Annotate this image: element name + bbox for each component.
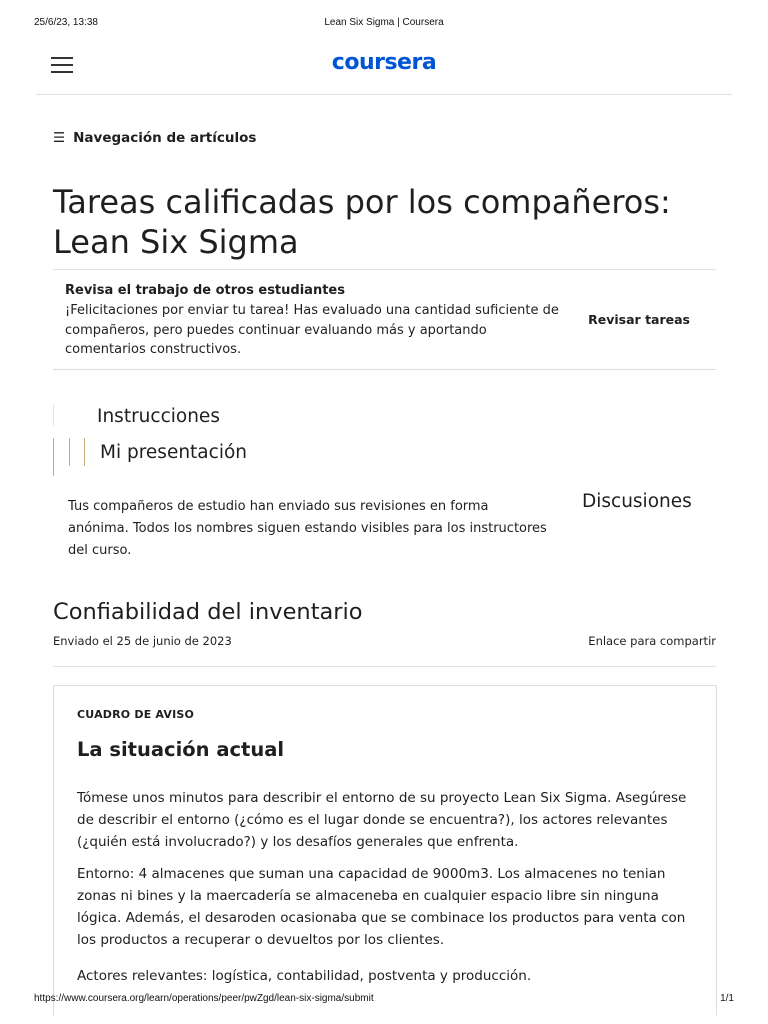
anonymity-notice: Tus compañeros de estudio han enviado sus revisiones en forma anónima. Todos los nombres siguen estando visibles para los instructores del curso. [68,499,547,558]
article-navigation-label: Navegación de artículos [73,130,257,146]
notice-paragraph: Tómese unos minutos para describir el entorno de su proyecto Lean Six Sigma. Asegúrese de describir el entorno (¿cómo es el lugar donde se encuentra?), los actores relevantes (¿quién está involucrado?) y los desafíos generales que enfrenta. [77,790,687,850]
page-title [53,182,733,262]
submission-date: Enviado el 25 de junio de 2023 [53,634,232,648]
coursera-logo[interactable]: coursera [331,50,437,75]
review-assignments-button[interactable]: Revisar tareas [588,312,690,327]
review-banner-title: Revisa el trabajo de otros estudiantes [65,283,345,298]
page-title-line-2: Lean Six Sigma [53,223,299,261]
share-link[interactable]: Enlace para compartir [588,634,716,648]
print-header [0,17,768,31]
tab-discussions[interactable]: Discusiones [582,491,692,512]
review-peers-banner [53,269,716,370]
tab-my-submission[interactable]: Mi presentación [100,442,247,463]
review-banner-text: ¡Felicitaciones por enviar tu tarea! Has evaluado una cantidad suficiente de compañeros, pero puedes continuar evaluando más y aportando comentarios constructivos. [65,303,559,357]
section-divider [53,666,716,667]
assignment-tabs [53,404,353,478]
notice-box-heading: La situación actual [77,738,285,761]
tab-indicator-2 [69,438,70,466]
tab-indicator-3 [84,438,85,466]
print-datetime: 25/6/23, 13:38 [34,17,98,28]
print-page-count: 1/1 [720,993,734,1004]
menu-icon: ☰ [53,130,66,146]
notice-paragraph: Actores relevantes: logística, contabilidad, postventa y producción. [77,968,532,984]
tab-indicator-1 [53,438,54,476]
notice-paragraph: Entorno: 4 almacenes que suman una capacidad de 9000m3. Los almacenes no tenian zonas ni bines y la maercadería se almaceneba en cualquier espacio libre sin ninguna lógica. Además, el desaroden ocasionaba que se combinace los productos para venta con los productos a recuperar o devueltos por los clientes. [77,866,686,948]
top-navigation-bar [36,40,732,95]
print-footer [0,993,768,1007]
print-url: https://www.coursera.org/learn/operations/peer/pwZgd/lean-six-sigma/submit [34,993,374,1004]
notice-box-label: CUADRO DE AVISO [77,708,195,721]
submission-title: Confiabilidad del inventario [53,599,363,625]
tab-instructions[interactable]: Instrucciones [97,406,220,427]
tab-divider-top [53,404,54,426]
notice-box [53,685,717,1016]
article-navigation-toggle[interactable] [53,130,256,150]
page-title-line-1: Tareas calificadas por los compañeros: [53,183,671,221]
print-page-title: Lean Six Sigma | Coursera [324,17,444,28]
